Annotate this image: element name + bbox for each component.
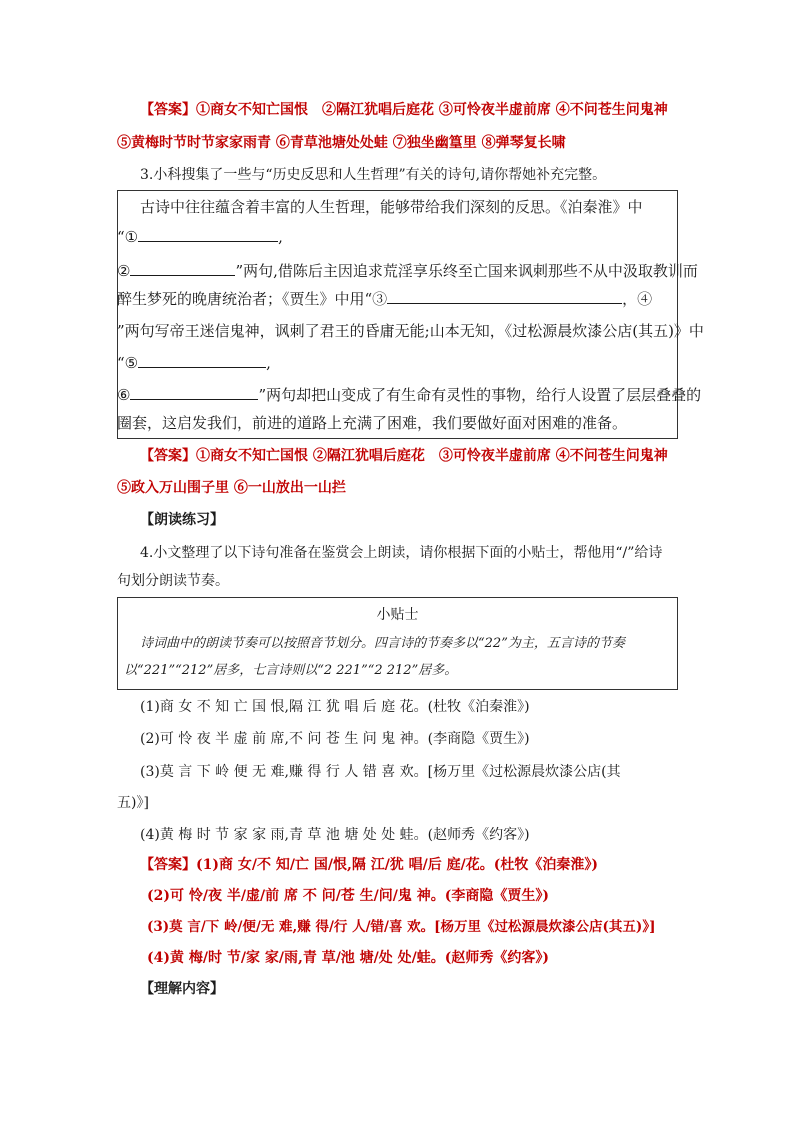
section-heading: 【朗读练习】 <box>140 512 224 528</box>
box-text-content: ”两句却把山变成了有生命有灵性的事物，给行人设置了层层叠叠的 <box>258 386 702 404</box>
answer-label: 【答案】 <box>140 102 196 118</box>
punctuation: , <box>266 354 271 372</box>
tip-title: 小贴士 <box>376 607 419 623</box>
section-heading: 【理解内容】 <box>140 981 224 997</box>
box-text: ”两句写帝王迷信鬼神，讽刺了君王的昏庸无能;山本无知，《过松源晨炊漆公店(其五)》中 <box>117 322 704 340</box>
answer-text: (1)商 女/不 知/亡 国/恨,隔 江/犹 唱/后 庭/花。(杜牧《泊秦淮》) <box>196 857 599 873</box>
tip-text: 诗词曲中的朗读节奏可以按照音节划分。四言诗的节奏多以“22”为主，五言诗的节奏 <box>140 636 625 651</box>
fill-blank <box>138 353 266 368</box>
poem-item: (3)莫 言 下 岭 便 无 难,赚 得 行 人 错 喜 欢。[杨万里《过松源晨炊漆公店(其 <box>140 764 621 780</box>
blank-label: ，④ <box>622 290 653 308</box>
answer-text: ①商女不知亡国恨 ②隔江犹唱后庭花 ③可怜夜半虚前席 ④不问苍生问鬼神 <box>196 102 668 118</box>
blank-label: “⑤ <box>117 354 139 372</box>
answer-text: (3)莫 言/下 岭/便/无 难,赚 得/行 人/错/喜 欢。[杨万里《过松源晨炊漆公店(其五)》] <box>147 919 656 935</box>
fill-blank <box>130 261 235 276</box>
answer-line <box>140 446 668 466</box>
answer-text: (4)黄 梅/时 节/家 家/雨,青 草/池 塘/处 处/蛙。(赵师秀《约客》) <box>147 950 550 966</box>
box-text <box>117 261 698 281</box>
answer-line <box>140 855 598 875</box>
blank-label: “① <box>117 228 139 246</box>
blank-label: ⑥ <box>117 386 131 404</box>
box-text-content: ”两句,借陈后主因追求荒淫享乐终至亡国来讽刺那些不从中汲取教训而 <box>235 262 698 280</box>
question-4-prompt: 4.小文整理了以下诗句准备在鉴赏会上朗读，请你根据下面的小贴士，帮他用“/”给诗 <box>140 545 663 561</box>
answer-text: ⑤政入万山围子里 ⑥一山放出一山拦 <box>117 480 346 496</box>
punctuation: , <box>278 228 283 246</box>
box-text: 古诗中往往蕴含着丰富的人生哲理，能够带给我们深刻的反思。《泊秦淮》中 <box>140 198 643 216</box>
poem-item: (1)商 女 不 知 亡 国 恨,隔 江 犹 唱 后 庭 花。(杜牧《泊秦淮》) <box>140 699 530 715</box>
question-3-prompt: 3.小科搜集了一些与“历史反思和人生哲理”有关的诗句,请你帮她补充完整。 <box>140 167 607 183</box>
tip-text: 以“221”“212”居多，七言诗则以“2 221”“2 212”居多。 <box>124 663 458 678</box>
box-text <box>117 289 652 309</box>
answer-line <box>140 100 668 120</box>
question-4-prompt: 句划分朗读节奏。 <box>117 573 229 589</box>
box-text-content: 醉生梦死的晚唐统治者；《贾生》中用“③ <box>117 290 388 308</box>
poem-item: (4)黄 梅 时 节 家 家 雨,青 草 池 塘 处 处 蛙。(赵师秀《约客》) <box>140 827 530 843</box>
answer-label: 【答案】 <box>140 857 196 873</box>
box-text <box>117 227 283 247</box>
blank-label: ② <box>117 262 131 280</box>
poem-item: (2)可 怜 夜 半 虚 前 席,不 问 苍 生 问 鬼 神。(李商隐《贾生》) <box>140 731 530 747</box>
box-text: 圈套，这启发我们，前进的道路上充满了困难，我们要做好面对困难的准备。 <box>117 414 628 432</box>
fill-blank <box>387 289 622 304</box>
answer-label: 【答案】 <box>140 448 196 464</box>
answer-text: ⑤黄梅时节时节家家雨青 ⑥青草池塘处处蛙 ⑦独坐幽篁里 ⑧弹琴复长啸 <box>117 135 566 151</box>
fill-blank <box>130 385 258 400</box>
fill-blank <box>138 227 278 242</box>
answer-text: ①商女不知亡国恨 ②隔江犹唱后庭花 ③可怜夜半虚前席 ④不问苍生问鬼神 <box>196 448 668 464</box>
box-text <box>117 385 701 405</box>
answer-text: (2)可 怜/夜 半/虚/前 席 不 问/苍 生/问/鬼 神。(李商隐《贾生》) <box>147 888 550 904</box>
tip-box <box>117 597 678 690</box>
box-text <box>117 353 271 373</box>
poem-item: 五)》] <box>117 795 149 811</box>
